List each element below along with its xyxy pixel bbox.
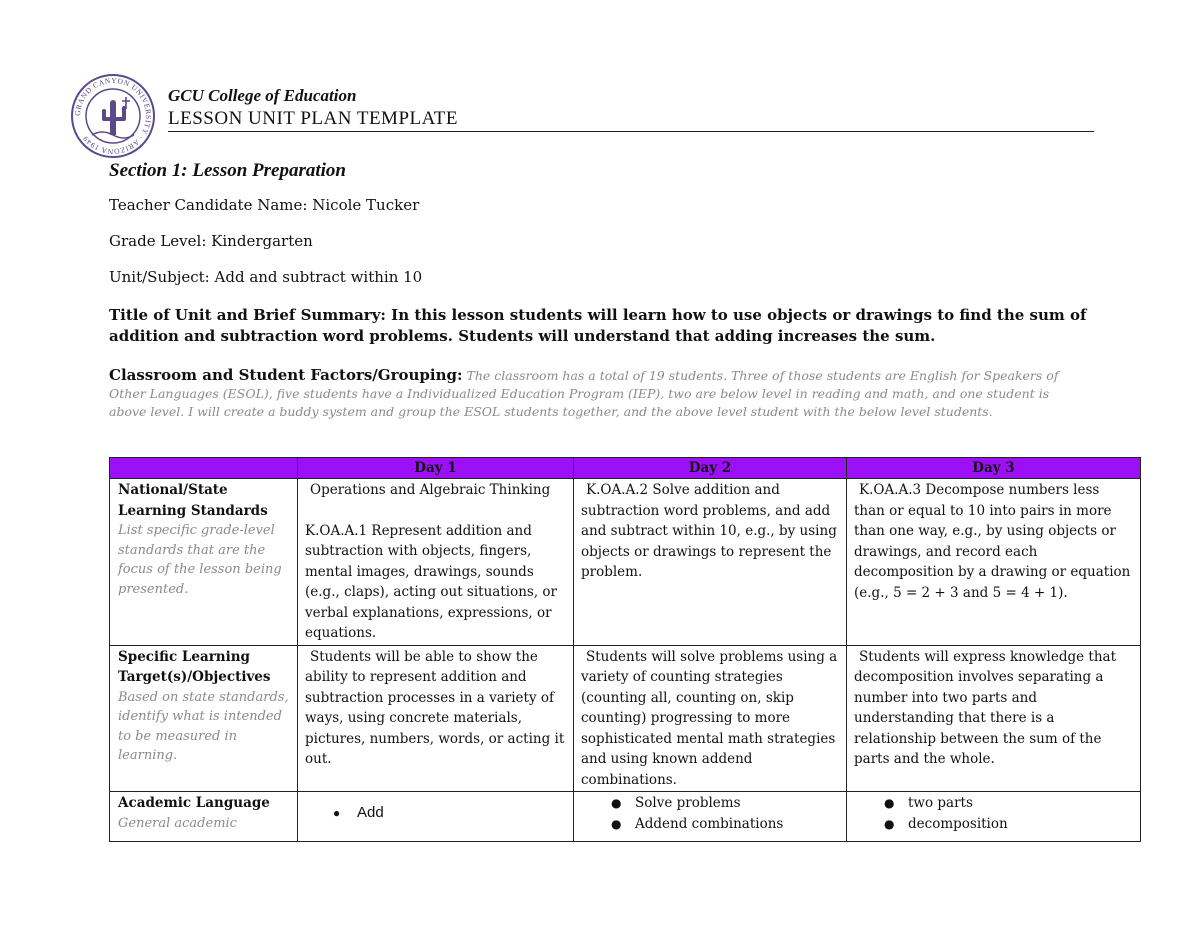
standards-day1-text: K.OA.A.1 Represent addition and subtraction with objects, fingers, mental images, drawings, sounds (e.g., claps), acting out situations, or verbal explanations, expressions, or equations. [305,522,557,641]
teacher-label: Teacher Candidate Name: [109,196,308,214]
academic-day3 [847,792,1141,842]
standards-day1 [298,479,574,646]
unit-value: Add and subtract within 10 [214,268,423,286]
academic-day2-list [601,793,839,834]
objectives-day2 [574,645,847,792]
header-day3: Day 3 [847,458,1141,479]
lesson-plan-table [109,457,1141,842]
classroom-factors [109,366,1089,421]
unit-field [109,268,422,286]
header-day1: Day 1 [298,458,574,479]
list-item: ● two parts [874,793,1133,814]
seal-text: GRAND CANYON UNIVERSITY · ARIZONA 1949 [72,75,154,157]
academic-title: Academic Language [118,795,270,811]
standards-day3-text: K.OA.A.3 Decompose numbers less than or equal to 10 into pairs in more than one way, e.g., by using objects or drawings, and record each decomposition by a drawing or equation (e.g., 5 = 2 + 3 and 5 = 4 + 1). [854,482,1131,601]
header-blank [110,458,298,479]
standards-day3 [847,479,1141,646]
section-heading: Section 1: Lesson Preparation [109,160,346,181]
list-item: ● Addend combinations [601,814,839,835]
table-row-standards [110,479,1141,646]
list-item: ● Add [323,803,566,824]
academic-day3-list [874,793,1133,834]
row-head-objectives [110,645,298,792]
row-head-academic [110,792,298,842]
grade-field [109,232,313,250]
objectives-title: Specific Learning Target(s)/Objectives [118,648,271,685]
standards-title: National/State Learning Standards [118,482,268,519]
table-row-academic [110,792,1141,842]
academic-desc: General academic [118,815,237,831]
standards-desc: List specific grade-level standards that are the focus of the lesson being presented. [118,523,282,597]
unit-label: Unit/Subject: [109,268,210,286]
grade-value: Kindergarten [211,232,313,250]
objectives-day3 [847,645,1141,792]
gcu-seal-logo [70,73,156,159]
grade-label: Grade Level: [109,232,207,250]
objectives-desc: Based on state standards, identify what is intended to be measured in learning. [118,689,289,763]
header-day2: Day 2 [574,458,847,479]
standards-day2 [574,479,847,646]
row-head-standards [110,479,298,646]
standards-day1-heading: Operations and Algebraic Thinking [310,482,551,498]
objectives-day2-text: Students will solve problems using a variety of counting strategies (counting all, counting on, skip counting) progressing to more sophisticated mental math strategies and using known addend combinations. [581,648,838,788]
factors-label: Classroom and Student Factors/Grouping: [109,366,463,384]
list-item: ● decomposition [874,814,1133,835]
teacher-field [109,196,419,214]
list-item: ● Solve problems [601,793,839,814]
college-name: GCU College of Education [168,86,357,105]
academic-day2 [574,792,847,842]
academic-day1-list [323,803,566,824]
objectives-day1 [298,645,574,792]
table-header-row [110,458,1141,479]
unit-summary: Title of Unit and Brief Summary: In this lesson students will learn how to use objects or drawings to find the sum of addition and subtraction word problems. Students will understand that adding increases the sum. [109,306,1087,345]
teacher-value: Nicole Tucker [312,196,420,214]
factors-text: The classroom has a total of 19 students. Three of those students are English for Speakers of Other Languages (ESOL), five students have a Individualized Education Program (IEP), two are below level in reading and math, and one student is above level. I will create a buddy system and group the ESOL students together, and the above level student with the below level students. [109,368,1059,419]
template-title: LESSON UNIT PLAN TEMPLATE [168,108,1094,132]
objectives-day3-text: Students will express knowledge that decomposition involves separating a number into two parts and understanding that there is a relationship between the sum of the parts and the whole. [854,648,1116,767]
standards-day2-text: K.OA.A.2 Solve addition and subtraction word problems, and add and subtract within 10, e.g., by using objects or drawings to represent the problem. [581,482,837,580]
academic-day1 [298,792,574,842]
objectives-day1-text: Students will be able to show the ability to represent addition and subtraction processes in a variety of ways, using concrete materials, pictures, numbers, words, or acting it out. [305,648,565,767]
table-row-objectives [110,645,1141,792]
